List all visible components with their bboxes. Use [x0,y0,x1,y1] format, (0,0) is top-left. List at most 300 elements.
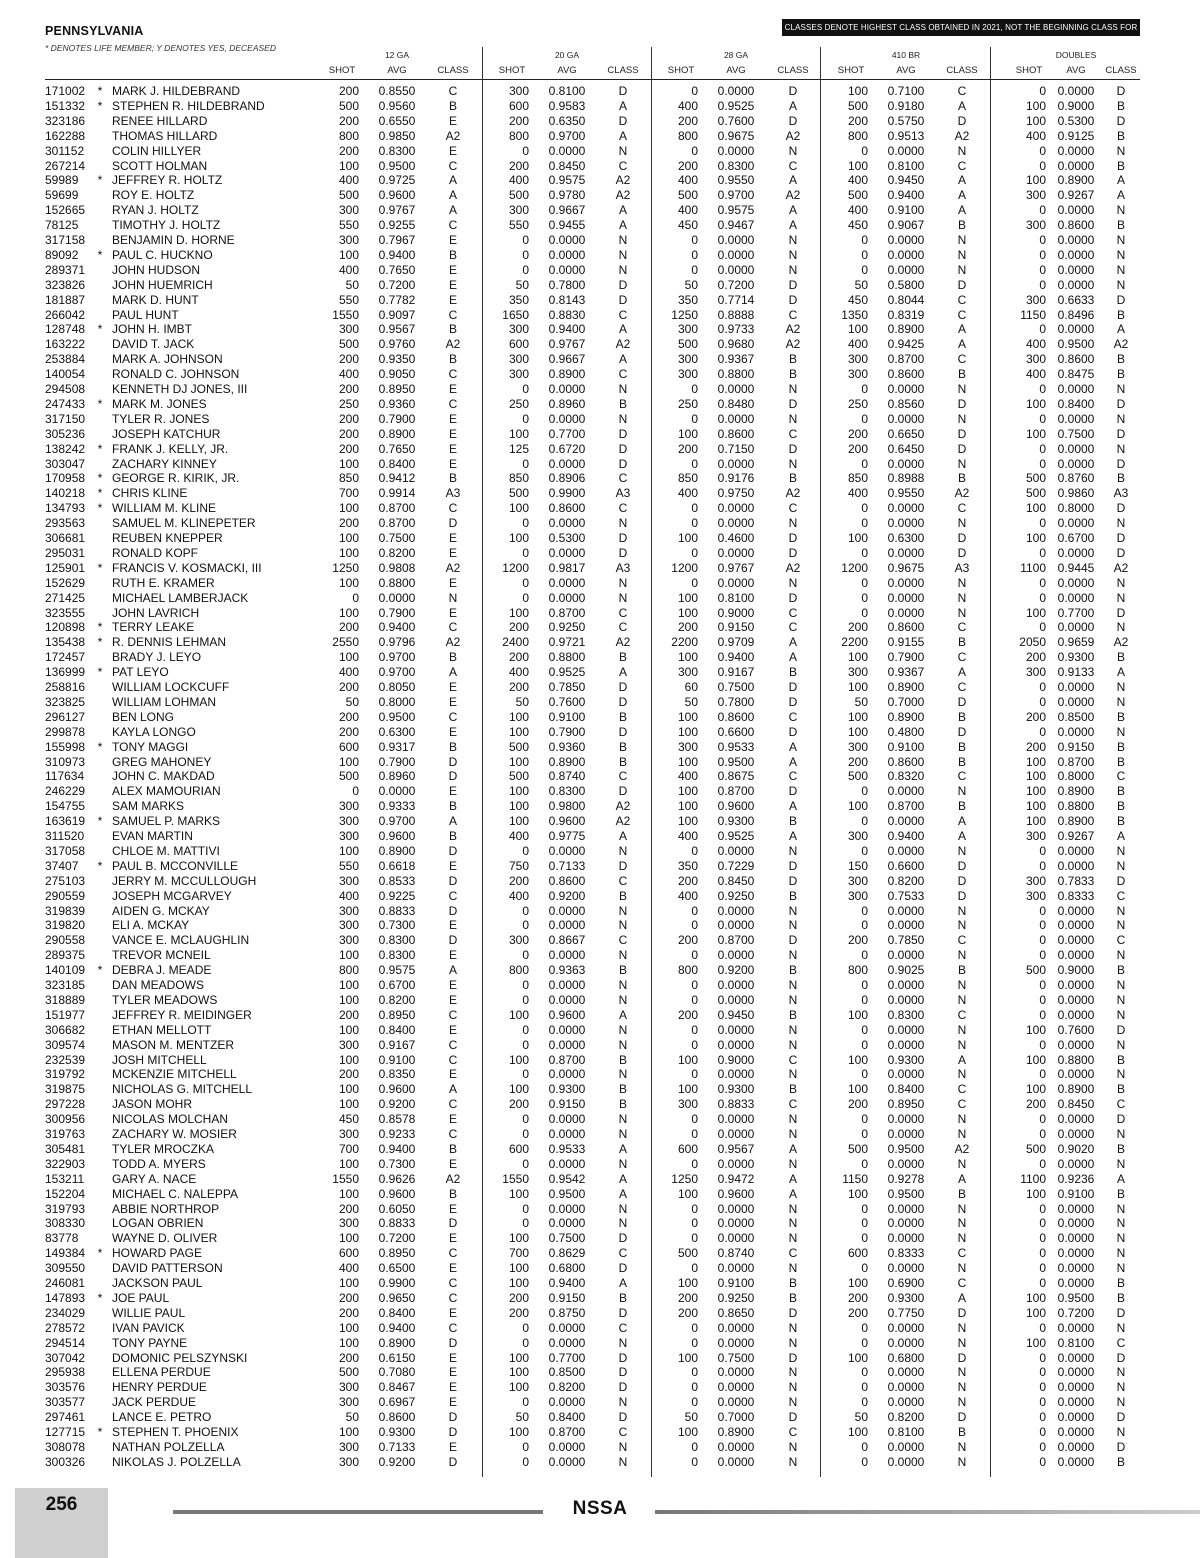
shot-value: 400 [508,173,529,188]
shot-value: 400 [1025,367,1046,382]
member-name: TIMOTHY J. HOLTZ [112,218,221,233]
class-value: D [1116,396,1126,411]
class-value: A [618,1186,628,1201]
member-id: 149384 [45,1246,86,1261]
shot-value: 2200 [671,635,698,650]
class-value: A2 [954,128,970,143]
org-name: NSSA [572,1498,628,1519]
shot-value: 0 [1039,545,1046,560]
avg-value: 0.8629 [548,1246,586,1261]
class-value: D [618,292,628,307]
class-value: N [788,1335,798,1350]
table-row [0,1142,1200,1157]
avg-value: 0.9200 [378,1454,416,1469]
class-value: D [1116,456,1126,471]
avg-value: 0.7850 [887,933,925,948]
class-value: N [1116,978,1126,992]
class-value: A [957,98,967,113]
table-row [0,889,1200,904]
class-value: E [448,1067,458,1082]
member-name: FRANCIS V. KOSMACKI, III [112,560,262,575]
avg-value: 0.0000 [1057,978,1095,992]
avg-value: 0.6700 [1057,531,1095,545]
avg-value: 0.8700 [887,352,925,367]
shot-value: 500 [677,337,698,352]
class-value: C [618,1425,628,1439]
avg-value: 0.0000 [378,590,416,605]
avg-value: 0.9200 [717,963,755,978]
shot-value: 100 [338,575,359,590]
avg-value: 0.6550 [378,113,416,128]
shot-value: 400 [847,203,868,218]
footer-rule-right [655,1510,1200,1514]
class-value: N [1116,262,1126,277]
table-row [0,1336,1200,1351]
class-value: N [618,1156,628,1171]
avg-value: 0.0000 [1057,903,1095,918]
avg-value: 0.0000 [887,1395,925,1410]
avg-value: 0.8900 [887,709,925,724]
avg-value: 0.0000 [548,1335,586,1350]
shot-value: 300 [338,903,359,918]
class-value: C [957,650,967,665]
shot-value: 0 [1039,1261,1046,1276]
shot-value: 700 [508,1246,529,1261]
avg-value: 0.0000 [548,233,586,247]
class-value: D [957,531,967,545]
avg-value: 0.0000 [887,1156,925,1171]
shot-value: 500 [338,1365,359,1380]
avg-value: 0.0000 [1057,1201,1095,1216]
table-row [0,84,1200,99]
avg-value: 0.0000 [1057,233,1095,247]
class-value: B [1116,814,1126,829]
avg-value: 0.9200 [378,1097,416,1112]
class-value: E [448,1439,458,1454]
class-value: N [618,1037,628,1052]
avg-value: 0.9455 [548,218,586,233]
avg-value: 0.6800 [887,1350,925,1365]
shot-value: 0 [861,545,868,560]
member-id: 317058 [45,843,86,858]
shot-value: 0 [522,1439,529,1454]
class-value: C [957,84,967,98]
shot-value: 100 [847,1350,868,1365]
shot-value: 50 [515,1410,529,1425]
avg-value: 0.8500 [548,1365,586,1380]
shot-value: 700 [338,486,359,501]
shot-value: 0 [861,411,868,426]
avg-value: 0.8988 [887,471,925,486]
member-id: 295938 [45,1365,86,1380]
avg-value: 0.9560 [378,98,416,113]
class-value: B [1116,1141,1126,1156]
avg-value: 0.0000 [717,84,755,98]
member-name: DOMONIC PELSZYNSKI [112,1350,248,1365]
class-value: E [448,605,458,620]
shot-value: 50 [345,694,359,709]
class-value: B [788,471,798,486]
class-value: E [448,992,458,1007]
class-value: N [788,1439,798,1454]
member-name: RENEE HILLARD [112,113,208,128]
member-id: 318889 [45,992,86,1007]
shot-value: 0 [691,918,698,933]
shot-value: 0 [691,382,698,396]
table-row [0,1008,1200,1023]
avg-value: 0.9914 [378,486,416,501]
member-id: 136999 [45,665,86,680]
class-value: C [1116,1097,1126,1112]
class-value: C [618,769,628,784]
class-value: A2 [615,635,631,650]
shot-value: 0 [522,1127,529,1141]
shot-value: 0 [691,411,698,426]
avg-value: 0.8960 [548,396,586,411]
shot-value: 400 [338,1261,359,1276]
class-value: C [618,471,628,486]
shot-value: 200 [847,1290,868,1305]
class-value: N [618,1439,628,1454]
shot-value: 100 [847,84,868,98]
avg-value: 0.7133 [548,858,586,873]
shot-value: 100 [677,1082,698,1097]
member-id: 172457 [45,650,86,665]
avg-value: 0.8333 [887,1246,925,1261]
shot-value: 200 [508,1305,529,1320]
class-value: C [618,1246,628,1261]
avg-value: 0.7600 [548,694,586,709]
avg-value: 0.9367 [887,665,925,680]
member-id: 319793 [45,1201,86,1216]
avg-value: 0.9250 [717,888,755,903]
class-value: D [448,516,458,531]
shot-header: SHOT [837,65,865,76]
member-name: BEN LONG [112,709,175,724]
avg-value: 0.0000 [887,233,925,247]
class-value: D [618,724,628,739]
member-name: KENNETH DJ JONES, III [112,382,248,396]
avg-value: 0.8467 [378,1380,416,1395]
shot-value: 200 [508,1097,529,1112]
member-name: EVAN MARTIN [112,829,193,843]
avg-value: 0.8480 [717,396,755,411]
shot-value: 0 [1039,1216,1046,1231]
avg-value: 0.8600 [1057,218,1095,233]
shot-value: 400 [1025,128,1046,143]
avg-value: 0.8950 [378,1246,416,1261]
shot-value: 300 [847,873,868,888]
shot-value: 100 [677,784,698,799]
shot-value: 0 [691,516,698,531]
class-value: D [448,903,458,918]
shot-value: 100 [677,531,698,545]
class-value: D [788,873,798,888]
avg-value: 0.9133 [1057,665,1095,680]
shot-value: 300 [1025,665,1046,680]
class-value: B [788,1276,798,1290]
shot-value: 0 [691,1067,698,1082]
member-name: STEPHEN R. HILDEBRAND [112,98,265,113]
avg-value: 0.0000 [1057,143,1095,158]
shot-value: 0 [861,1380,868,1395]
shot-value: 1200 [502,560,529,575]
avg-value: 0.8740 [548,769,586,784]
class-value: A3 [615,486,631,501]
member-id: 300326 [45,1454,86,1469]
shot-value: 200 [677,933,698,948]
member-name: ETHAN MELLOTT [112,1022,212,1037]
shot-value: 700 [338,1141,359,1156]
shot-value: 0 [1039,843,1046,858]
shot-value: 50 [854,1410,868,1425]
member-id: 155998 [45,739,86,754]
avg-value: 0.0000 [887,456,925,471]
avg-value: 0.8833 [378,903,416,918]
shot-value: 0 [691,992,698,1007]
avg-value: 0.9575 [548,173,586,188]
shot-value: 200 [338,382,359,396]
class-value: E [448,1380,458,1395]
member-id: 170958 [45,471,86,486]
avg-value: 0.0000 [1057,247,1095,262]
class-value: C [957,769,967,784]
class-value: E [448,1395,458,1410]
shot-header: SHOT [328,65,356,76]
shot-value: 0 [1039,590,1046,605]
life-member-mark: * [97,963,103,978]
class-value: A [618,1141,628,1156]
gauge-group-label: 20 GA [554,50,580,60]
shot-value: 0 [1039,203,1046,218]
member-name: RONALD KOPF [112,545,199,560]
avg-value: 0.0000 [887,605,925,620]
class-value: C [618,158,628,173]
shot-value: 0 [1039,262,1046,277]
class-value: D [957,545,967,560]
class-value: C [957,620,967,635]
class-value: D [1116,113,1126,128]
shot-value: 350 [508,292,529,307]
member-id: 151332 [45,98,86,113]
class-value: C [618,620,628,635]
avg-value: 0.0000 [548,978,586,992]
life-member-mark: * [97,247,103,262]
class-value: B [448,650,458,665]
member-name: DAVID T. JACK [112,337,195,352]
member-id: 306681 [45,531,86,545]
shot-value: 0 [522,1067,529,1082]
class-value: A [788,218,798,233]
member-id: 317158 [45,233,86,247]
avg-value: 0.8740 [717,1246,755,1261]
member-id: 78125 [45,218,79,233]
shot-value: 100 [338,978,359,992]
class-value: A2 [615,337,631,352]
shot-value: 0 [522,143,529,158]
class-value: B [1116,98,1126,113]
shot-value: 100 [1025,173,1046,188]
class-value: N [957,1261,967,1276]
shot-value: 300 [338,829,359,843]
member-name: CHLOE M. MATTIVI [112,843,220,858]
shot-value: 0 [861,456,868,471]
avg-value: 0.8550 [378,84,416,98]
shot-value: 50 [515,277,529,292]
class-value: N [957,1454,967,1469]
class-value: N [957,1156,967,1171]
shot-value: 100 [677,1350,698,1365]
class-header: CLASS [946,65,978,76]
shot-value: 0 [691,575,698,590]
class-value: D [448,754,458,769]
avg-value: 0.0000 [887,411,925,426]
shot-value: 60 [684,680,698,694]
class-value: N [957,143,967,158]
shot-value: 50 [684,1410,698,1425]
class-value: E [448,426,458,441]
class-value: N [1116,680,1126,694]
shot-value: 0 [861,262,868,277]
avg-value: 0.9567 [717,1141,755,1156]
class-value: N [788,262,798,277]
avg-value: 0.0000 [717,1320,755,1335]
class-value: B [448,98,458,113]
class-value: N [788,382,798,396]
shot-value: 0 [861,382,868,396]
shot-value: 450 [677,218,698,233]
member-name: MARK A. JOHNSON [112,352,223,367]
member-name: MICHAEL C. NALEPPA [112,1186,239,1201]
class-value: N [1116,382,1126,396]
avg-header: AVG [726,65,746,76]
class-value: A [448,173,458,188]
class-value: A [618,203,628,218]
shot-value: 100 [847,650,868,665]
avg-value: 0.8700 [548,1425,586,1439]
shot-value: 0 [352,590,359,605]
avg-value: 0.9020 [1057,1141,1095,1156]
avg-value: 0.0000 [717,501,755,516]
class-value: N [618,1201,628,1216]
shot-value: 800 [338,128,359,143]
shot-value: 0 [691,1395,698,1410]
avg-value: 0.7200 [378,277,416,292]
table-row [0,308,1200,323]
shot-value: 0 [691,247,698,262]
table-row [0,1187,1200,1202]
table-row [0,814,1200,829]
life-member-mark: * [97,396,103,411]
class-value: N [618,1216,628,1231]
shot-value: 200 [338,1201,359,1216]
shot-value: 1350 [841,307,868,322]
shot-value: 0 [691,1156,698,1171]
class-value: D [788,531,798,545]
table-row [0,561,1200,576]
avg-value: 0.7900 [887,650,925,665]
avg-value: 0.9400 [378,247,416,262]
class-value: C [788,426,798,441]
shot-value: 0 [861,1156,868,1171]
shot-value: 100 [338,1156,359,1171]
avg-value: 0.8700 [717,933,755,948]
shot-value: 100 [677,426,698,441]
shot-value: 0 [1039,918,1046,933]
avg-value: 0.0000 [717,411,755,426]
class-value: A [448,188,458,203]
avg-value: 0.0000 [887,1335,925,1350]
class-value: N [1116,1320,1126,1335]
shot-value: 0 [861,1112,868,1127]
class-value: B [788,665,798,680]
shot-value: 100 [338,605,359,620]
class-value: E [448,1350,458,1365]
avg-value: 0.9659 [1057,635,1095,650]
life-member-mark: * [97,501,103,516]
shot-value: 200 [847,426,868,441]
class-value: N [1116,247,1126,262]
avg-value: 0.9575 [378,963,416,978]
class-value: D [618,1380,628,1395]
class-value: E [448,948,458,963]
class-value: A [448,963,458,978]
shot-value: 2050 [1019,635,1046,650]
avg-value: 0.9400 [887,188,925,203]
class-value: D [788,441,798,456]
member-name: JACKSON PAUL [112,1276,203,1290]
page-number: 256 [45,1494,78,1515]
shot-value: 0 [861,948,868,963]
avg-value: 0.6050 [378,1201,416,1216]
class-value: N [957,382,967,396]
avg-value: 0.8050 [378,680,416,694]
class-value: N [957,247,967,262]
table-row [0,725,1200,740]
class-value: C [448,1320,458,1335]
table-row [0,233,1200,248]
class-value: D [618,456,628,471]
shot-value: 1550 [502,1171,529,1186]
avg-value: 0.7300 [378,918,416,933]
class-value: N [1116,1007,1126,1022]
class-value: N [957,1439,967,1454]
avg-value: 0.8830 [548,307,586,322]
class-value: A [618,1007,628,1022]
avg-value: 0.0000 [717,1439,755,1454]
class-value: N [1116,590,1126,605]
class-value: E [448,1365,458,1380]
avg-value: 0.0000 [717,1231,755,1246]
avg-value: 0.9500 [548,1186,586,1201]
avg-value: 0.0000 [548,545,586,560]
avg-value: 0.0000 [548,1156,586,1171]
member-name: GARY A. NACE [112,1171,197,1186]
shot-value: 200 [847,754,868,769]
member-id: 303576 [45,1380,86,1395]
shot-value: 200 [508,113,529,128]
class-value: D [1116,605,1126,620]
class-value: C [957,680,967,694]
class-value: A [788,829,798,843]
shot-value: 100 [677,709,698,724]
shot-value: 0 [691,84,698,98]
avg-value: 0.0000 [887,1454,925,1469]
avg-value: 0.8578 [378,1112,416,1127]
avg-value: 0.0000 [717,545,755,560]
class-value: D [957,1350,967,1365]
avg-value: 0.8100 [548,84,586,98]
